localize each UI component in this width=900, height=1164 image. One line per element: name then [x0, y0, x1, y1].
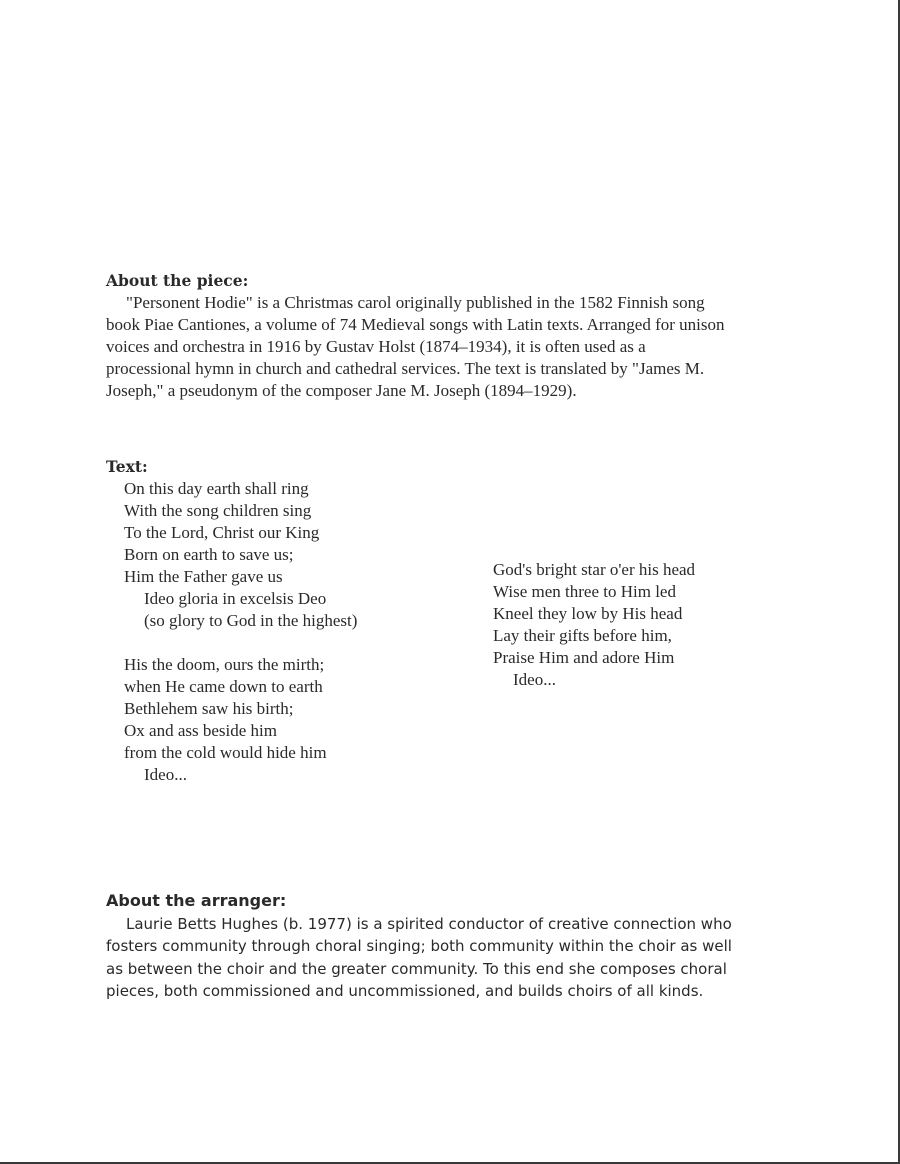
verse-line: Praise Him and adore Him: [493, 648, 675, 667]
verse-line: On this day earth shall ring: [124, 479, 309, 498]
about-piece-heading: About the piece:: [106, 271, 249, 290]
verse-line: from the cold would hide him: [124, 743, 327, 762]
about-piece-section: [106, 270, 826, 402]
verse-1: [124, 478, 357, 632]
refrain-line: Ideo gloria in excelsis Deo: [144, 589, 327, 608]
verse-line: His the doom, ours the mirth;: [124, 655, 325, 674]
verse-line: Wise men three to Him led: [493, 582, 676, 601]
paragraph-line: Joseph," a pseudonym of the composer Jane M. Joseph (1894–1929).: [106, 381, 577, 400]
paragraph-line: "Personent Hodie" is a Christmas carol originally published in the 1582 Finnish song: [126, 293, 705, 312]
verse-line: With the song children sing: [124, 501, 312, 520]
text-heading: Text:: [106, 457, 148, 476]
verse-line: Ox and ass beside him: [124, 721, 277, 740]
verse-line: Him the Father gave us: [124, 567, 283, 586]
verse-line: God's bright star o'er his head: [493, 560, 696, 579]
stanza-gap: [124, 632, 357, 654]
verse-line: Bethlehem saw his birth;: [124, 699, 294, 718]
about-arranger-paragraph: [106, 913, 826, 1003]
verse-2: [124, 654, 357, 786]
lyrics-column-right: [493, 559, 695, 691]
paragraph-line: fosters community through choral singing; both community within the choir as well: [106, 937, 732, 955]
verse-line: Kneel they low by His head: [493, 604, 683, 623]
paragraph-line: processional hymn in church and cathedral services. The text is translated by "James M.: [106, 359, 705, 378]
verse-3: [493, 559, 695, 691]
paragraph-line: as between the choir and the greater community. To this end she composes choral: [106, 959, 727, 978]
verse-line: To the Lord, Christ our King: [124, 523, 320, 542]
paragraph-line: pieces, both commissioned and uncommissioned, and builds choirs of all kinds.: [106, 982, 704, 1000]
paragraph-line: book Piae Cantiones, a volume of 74 Medieval songs with Latin texts. Arranged for unison: [106, 315, 725, 334]
refrain-line: Ideo...: [144, 765, 187, 784]
verse-line: Born on earth to save us;: [124, 545, 294, 564]
about-arranger-heading: About the arranger:: [106, 891, 287, 910]
paragraph-line: Laurie Betts Hughes (b. 1977) is a spirited conductor of creative connection who: [126, 914, 732, 933]
lyrics-column-left: [124, 478, 357, 786]
text-section: [106, 456, 148, 478]
verse-line: when He came down to earth: [124, 677, 323, 696]
refrain-translation-line: (so glory to God in the highest): [144, 611, 358, 630]
about-piece-paragraph: [106, 292, 826, 402]
about-arranger-section: [106, 890, 826, 1003]
refrain-line: Ideo...: [513, 670, 556, 689]
paragraph-line: voices and orchestra in 1916 by Gustav Holst (1874–1934), it is often used as a: [106, 337, 646, 356]
verse-line: Lay their gifts before him,: [493, 626, 672, 645]
